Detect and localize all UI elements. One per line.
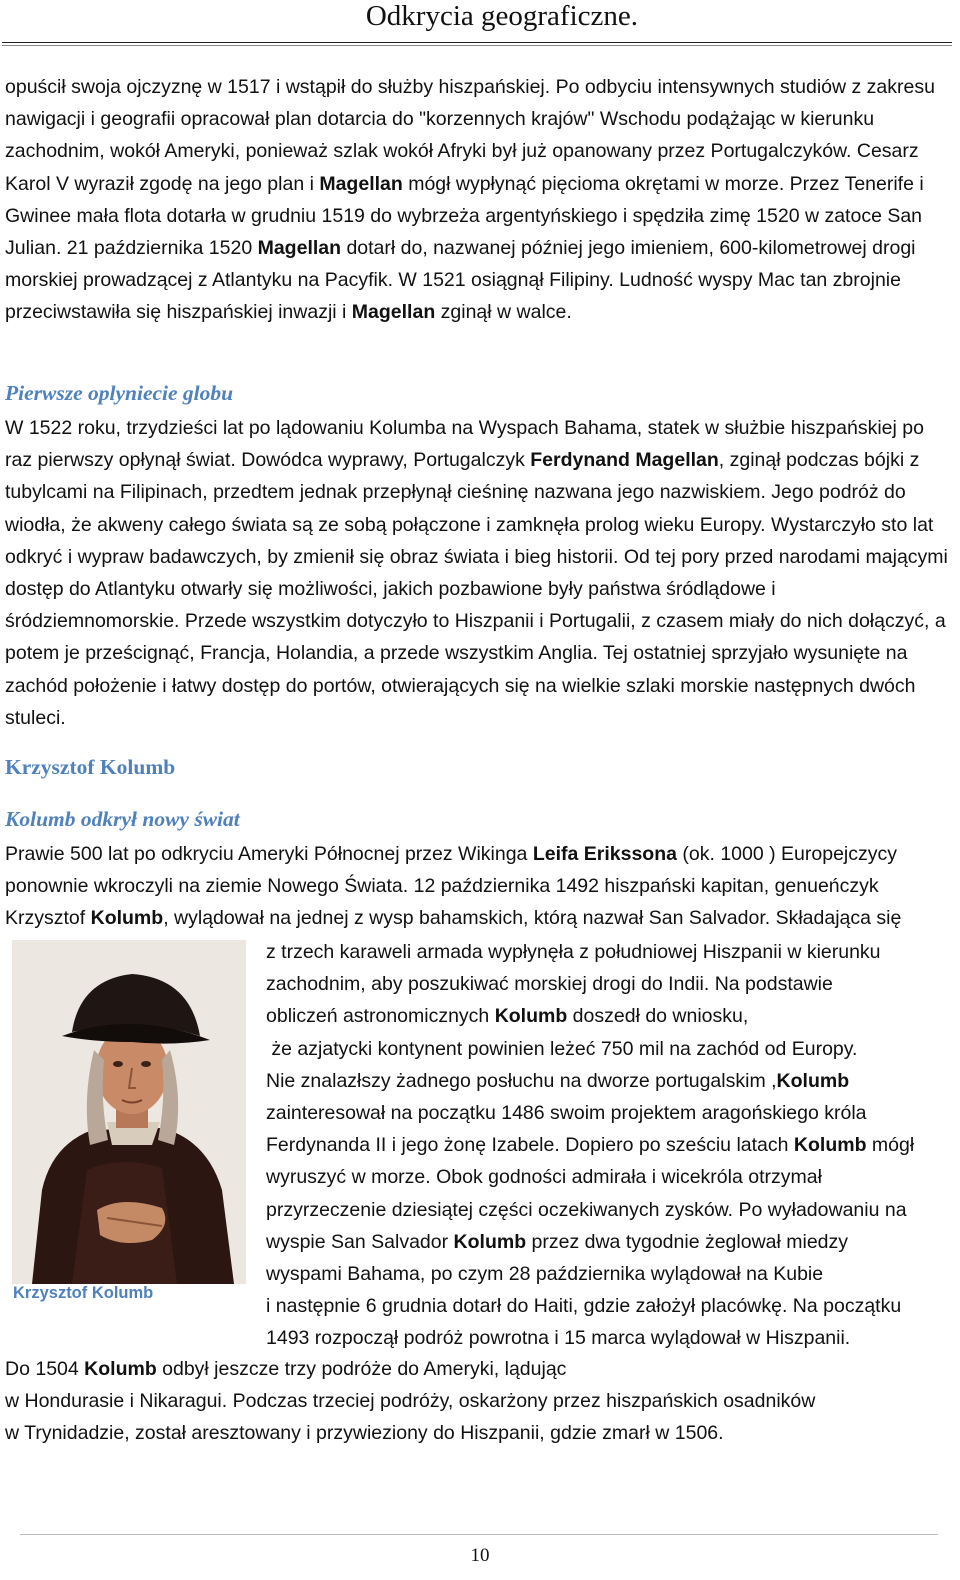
globe-section-heading: Pierwsze oplyniecie globu	[5, 381, 234, 405]
text-run: wyspie San Salvador	[266, 1230, 454, 1253]
text-run: wyruszyć w morze. Obok godności admirała i wicekróla otrzymał	[266, 1166, 822, 1189]
bold-name: Kolumb	[793, 1134, 867, 1157]
text-run: , zginął podczas bójki z tubylcami na Filipinach, przedtem jednak przepłynął cieśninę nazwana jego nazwiskiem. Jego podróż do wiodła, że akweny całego świata są ze sobą połączone i zamknęła prolog wieku Europy. Wystarczyło sto lat odkryć i wypraw badawczych, by zmienił się obraz świata i bieg historii. Od tej pory przed narodami mającymi dostęp do Atlantyku otwarły się możliwości, jakich pozbawione były państwa śródlądowe i śródziemnomorskie. Przede wszystkim dotyczyło to Hiszpanii i Portugalii, z czasem miały do nich dołączyć, a potem je prześcignąć, Francja, Holandia, a przede wszystkim Anglia. Tej ostatniej sprzyjało wysunięte na zachód położenie i łatwy dostęp do portów, otwierających się na wielkie szlaki morskie następnych dwóch stuleci.	[5, 449, 948, 729]
columbus-intro-text	[5, 838, 953, 935]
globe-text	[5, 412, 953, 734]
columbus-wrapped-text	[266, 936, 954, 1355]
bold-name: Kolumb	[494, 1005, 568, 1028]
wrap-line	[266, 1226, 954, 1258]
text-run: (ok. 1000 ) Europejczycy ponownie wkroczyli na ziemie Nowego Świata. 12 października 1492 hiszpański kapitan, genueńczyk Krzysztof	[5, 843, 897, 930]
text-run: w Trynidadzie, został aresztowany i przywieziony do Hiszpanii, gdzie zmarł w 1506.	[5, 1422, 724, 1445]
magellan-text	[5, 71, 953, 329]
bold-name: Magellan	[257, 237, 342, 260]
bold-name: Ferdynand Magellan	[530, 449, 719, 472]
text-run: odbył jeszcze trzy podróże do Ameryki, lądując	[156, 1358, 567, 1380]
text-run: 1493 rozpoczął podróż powrotna i 15 marca wylądował w Hiszpanii.	[266, 1327, 851, 1350]
wrap-line	[266, 1129, 954, 1161]
text-run: dotarł do, nazwanej później jego imieniem, 600-kilometrowej drogi morskiej prowadzącej z Atlantyku na Pacyfik. W 1521 osiągnął Filipiny. Ludność wyspy Mac tan zbrojnie przeciwstawiła się hiszpańskiej inwazji i	[5, 237, 916, 324]
text-run: w Hondurasie i Nikaragui. Podczas trzeciej podróży, oskarżony przez hiszpańskich osadników	[5, 1390, 816, 1413]
portrait-caption: Krzysztof Kolumb	[13, 1284, 154, 1302]
bold-name: Leifa Erikssona	[532, 843, 677, 865]
text-run: mógł wypłynąć pięcioma okrętami w morze. Przez Tenerife i Gwinee mała flota dotarła w grudniu 1519 do wybrzeża argentyńskiego i spędziła zimę 1520 w zatoce San Julian. 21 października 1520	[5, 172, 924, 260]
wrap-line	[266, 1161, 954, 1193]
columbus-section-heading: Krzysztof Kolumb	[5, 755, 176, 779]
wrap-line	[266, 1000, 954, 1032]
columbus-intro-paragraph	[5, 838, 953, 935]
page-title: Odkrycia geograficzne.	[365, 0, 638, 32]
text-run: zachodnim, aby poszukiwać morskiej drogi do Indii. Na podstawie	[266, 973, 833, 996]
portrait-illustration	[12, 940, 246, 1284]
closing-line	[5, 1385, 953, 1417]
columbus-portrait-image	[12, 940, 246, 1284]
wrap-line	[266, 1322, 954, 1354]
text-run: zainteresował na początku 1486 swoim projektem aragońskiego króla	[266, 1102, 867, 1125]
magellan-paragraph	[5, 71, 953, 329]
text-run: W 1522 roku, trzydzieści lat po lądowaniu Kolumba na Wyspach Bahama, statek w służbie hiszpańskiej po raz pierwszy opłynął świat. Dowódca wyprawy, Portugalczyk	[5, 417, 924, 472]
closing-line	[5, 1417, 953, 1449]
wrap-line	[266, 1033, 954, 1065]
text-run: Ferdynanda II i jego żonę Izabele. Dopiero po sześciu latach	[266, 1134, 794, 1157]
text-run: przyrzeczenie dziesiątej części oczekiwanych zysków. Po wyładowaniu na	[266, 1198, 907, 1221]
wrap-line	[266, 1258, 954, 1290]
text-run: Nie znalazłszy żadnego posłuchu na dworze portugalskim ,	[266, 1069, 777, 1092]
wrap-line	[266, 1194, 954, 1226]
globe-paragraph	[5, 412, 953, 734]
page-number: 10	[470, 1545, 490, 1566]
text-run: i następnie 6 grudnia dotarł do Haiti, gdzie założył placówkę. Na początku	[266, 1295, 902, 1318]
wrap-line	[266, 1290, 954, 1322]
text-run: , wylądował na jednej z wysp bahamskich, którą nazwał San Salvador. Składająca się	[163, 907, 902, 930]
text-run: z trzech karaweli armada wypłynęła z południowej Hiszpanii w kierunku	[266, 941, 881, 963]
footer-divider	[20, 1534, 938, 1535]
text-run: zginął w walce.	[435, 301, 572, 324]
text-run: obliczeń astronomicznych	[266, 1005, 495, 1028]
text-run: mógł	[866, 1134, 915, 1157]
bold-name: Kolumb	[84, 1358, 157, 1380]
bold-name: Magellan	[319, 172, 403, 195]
wrap-line	[266, 936, 954, 968]
text-run: że azjatycki kontynent powinien leżeć 750 mil na zachód od Europy.	[266, 1037, 858, 1060]
bold-name: Magellan	[351, 301, 436, 324]
wrap-line	[266, 1065, 954, 1097]
header-divider	[2, 42, 952, 46]
bold-name: Kolumb	[776, 1069, 850, 1092]
bold-name: Kolumb	[453, 1230, 527, 1253]
bold-name: Kolumb	[90, 907, 164, 930]
wrap-line	[266, 1097, 954, 1129]
columbus-subheading: Kolumb odkrył nowy świat	[5, 807, 240, 831]
wrap-line	[266, 968, 954, 1000]
closing-line	[5, 1353, 953, 1385]
columbus-closing-paragraph	[5, 1353, 953, 1450]
text-run: Prawie 500 lat po odkryciu Ameryki Północnej przez Wikinga	[5, 843, 533, 865]
text-run: Do 1504	[5, 1358, 85, 1380]
text-run: wyspami Bahama, po czym 28 października wylądował na Kubie	[266, 1263, 824, 1286]
text-run: doszedł do wniosku,	[567, 1005, 749, 1028]
text-run: przez dwa tygodnie żeglował miedzy	[526, 1230, 849, 1253]
text-run: opuścił swoja ojczyznę w 1517 i wstąpił do służby hiszpańskiej. Po odbyciu intensywnych studiów z zakresu nawigacji i geografii opracował plan dotarcia do "korzennych krajów" Wschodu podążając w kierunku zachodnim, wokół Ameryki, ponieważ szlak wokół Afryki był już opanowany przez Portugalczyków. Cesarz Karol V wyraził zgodę na jego plan i	[5, 76, 935, 195]
